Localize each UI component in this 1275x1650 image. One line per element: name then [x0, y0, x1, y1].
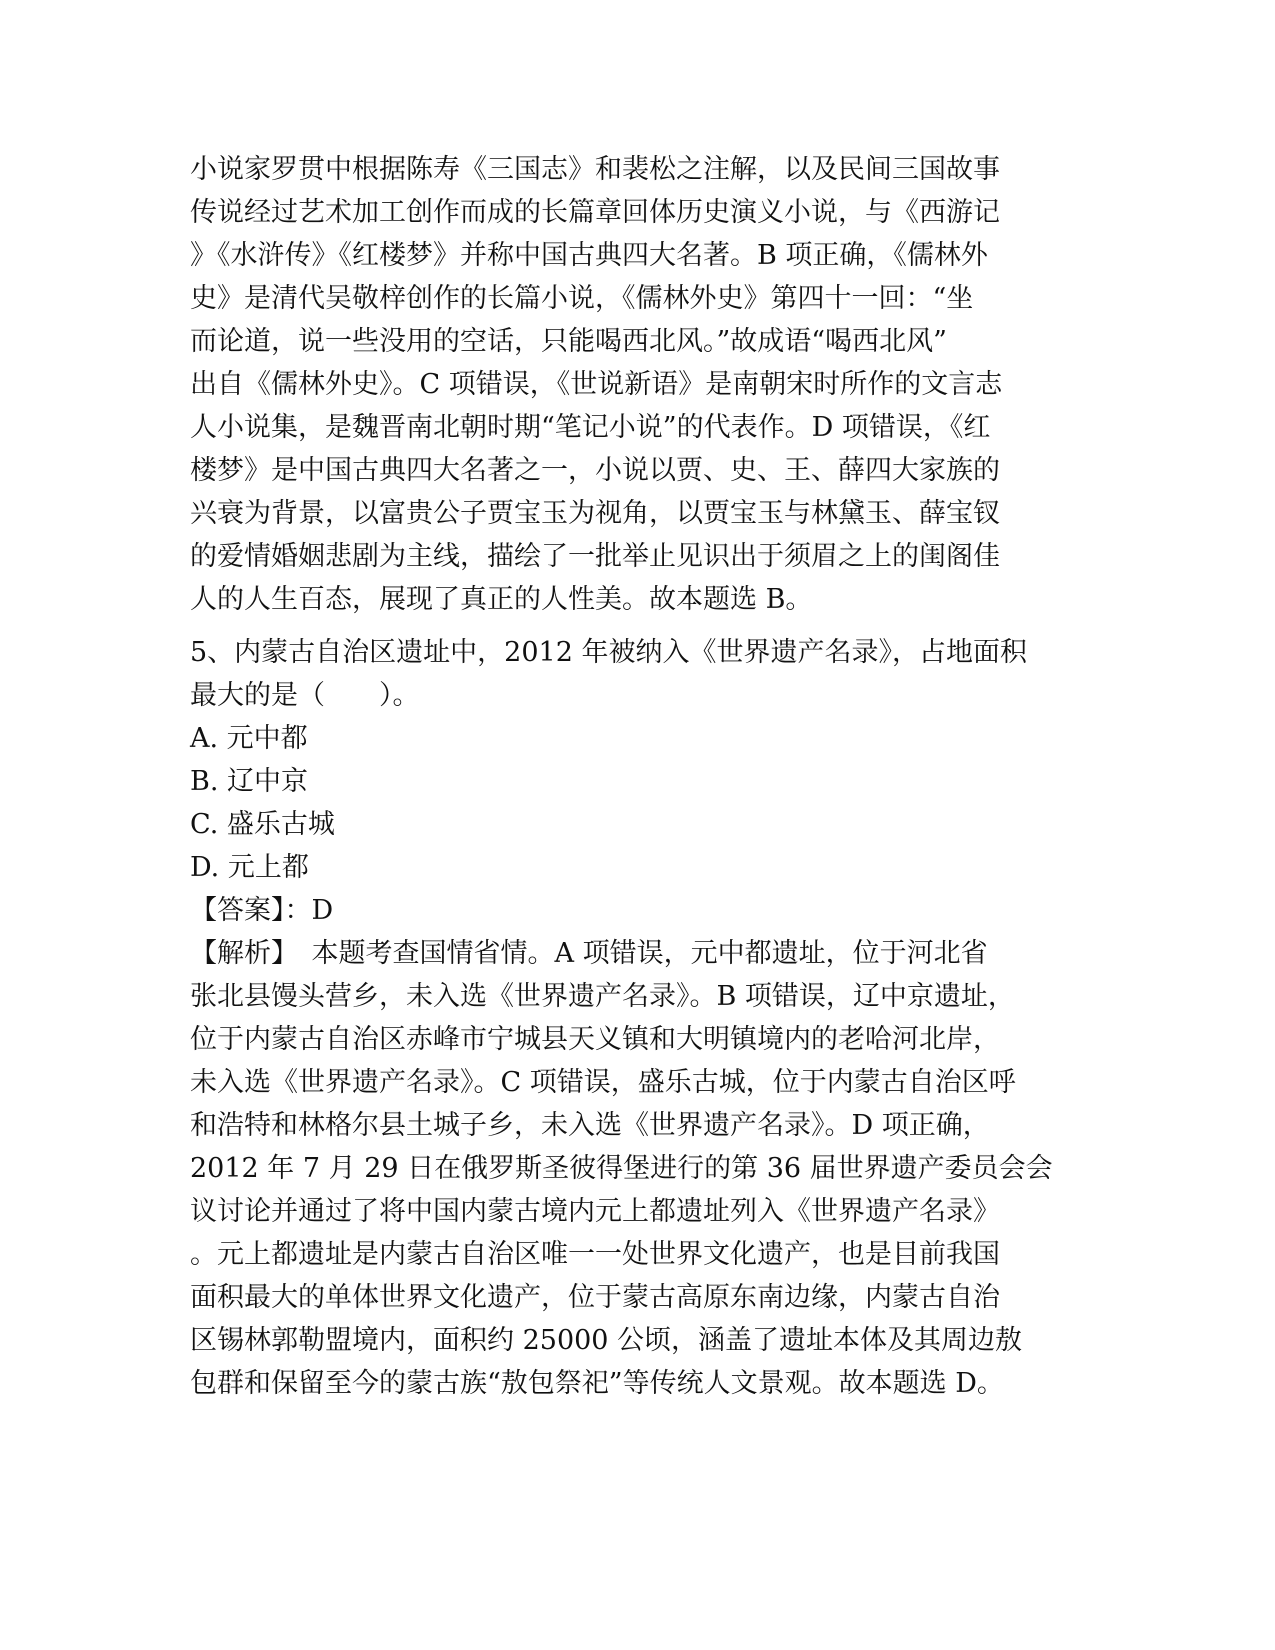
- option-a: A. 元中都: [190, 723, 308, 754]
- text-line: 》《水浒传》《红楼梦》并称中国古典四大名著。B 项正确，《儒林外: [190, 240, 988, 271]
- previous-explanation: [190, 148, 1090, 621]
- analysis-line: 议讨论并通过了将中国内蒙古境内元上都遗址列入《世界遗产名录》: [190, 1196, 1000, 1227]
- text-line: 人小说集，是魏晋南北朝时期“笔记小说”的代表作。D 项错误，《红: [190, 412, 991, 443]
- text-line: 小说家罗贯中根据陈寿《三国志》和裴松之注解，以及民间三国故事: [190, 154, 1000, 185]
- option-d: D. 元上都: [190, 852, 309, 883]
- text-line: 出自《儒林外史》。C 项错误，《世说新语》是南朝宋时所作的文言志: [190, 369, 1003, 400]
- text-line: 兴衰为背景，以富贵公子贾宝玉为视角，以贾宝玉与林黛玉、薛宝钗: [190, 498, 1000, 529]
- text-line: 楼梦》是中国古典四大名著之一，小说以贾、史、王、薛四大家族的: [190, 455, 1000, 486]
- text-line: 史》是清代吴敬梓创作的长篇小说，《儒林外史》第四十一回：“坐: [190, 283, 974, 314]
- analysis-line: 2012 年 7 月 29 日在俄罗斯圣彼得堡进行的第 36 届世界遗产委员会会: [190, 1153, 1053, 1184]
- text-line: 的爱情婚姻悲剧为主线，描绘了一批举止见识出于须眉之上的闺阁佳: [190, 541, 1000, 572]
- question-stem: 5、内蒙古自治区遗址中，2012 年被纳入《世界遗产名录》，占地面积: [190, 637, 1027, 668]
- option-b: B. 辽中京: [190, 766, 309, 797]
- paragraph-gap: [190, 621, 1090, 631]
- analysis-line: 【解析】 本题考查国情省情。A 项错误，元中都遗址，位于河北省: [190, 938, 988, 969]
- analysis-line: 位于内蒙古自治区赤峰市宁城县天义镇和大明镇境内的老哈河北岸，: [190, 1024, 1000, 1055]
- analysis-line: 包群和保留至今的蒙古族“敖包祭祀”等传统人文景观。故本题选 D。: [190, 1368, 1004, 1399]
- analysis-line: 面积最大的单体世界文化遗产，位于蒙古高原东南边缘，内蒙古自治: [190, 1282, 1000, 1313]
- analysis-line: 未入选《世界遗产名录》。C 项错误，盛乐古城，位于内蒙古自治区呼: [190, 1067, 1016, 1098]
- page-content: [190, 148, 1090, 1405]
- analysis-line: 和浩特和林格尔县土城子乡，未入选《世界遗产名录》。D 项正确，: [190, 1110, 990, 1141]
- analysis-line: 。元上都遗址是内蒙古自治区唯一一处世界文化遗产，也是目前我国: [190, 1239, 1000, 1270]
- analysis-line: 张北县馒头营乡，未入选《世界遗产名录》。B 项错误，辽中京遗址，: [190, 981, 1015, 1012]
- question-stem: 最大的是（ ）。: [190, 680, 420, 711]
- text-line: 人的人生百态，展现了真正的人性美。故本题选 B。: [190, 584, 813, 615]
- question-block: [190, 631, 1090, 1405]
- answer-line: 【答案】：D: [190, 895, 334, 926]
- text-line: 传说经过艺术加工创作而成的长篇章回体历史演义小说，与《西游记: [190, 197, 1000, 228]
- analysis-line: 区锡林郭勒盟境内，面积约 25000 公顷，涵盖了遗址本体及其周边敖: [190, 1325, 1023, 1356]
- option-c: C. 盛乐古城: [190, 809, 335, 840]
- text-line: 而论道，说一些没用的空话，只能喝西北风。”故成语“喝西北风”: [190, 326, 947, 357]
